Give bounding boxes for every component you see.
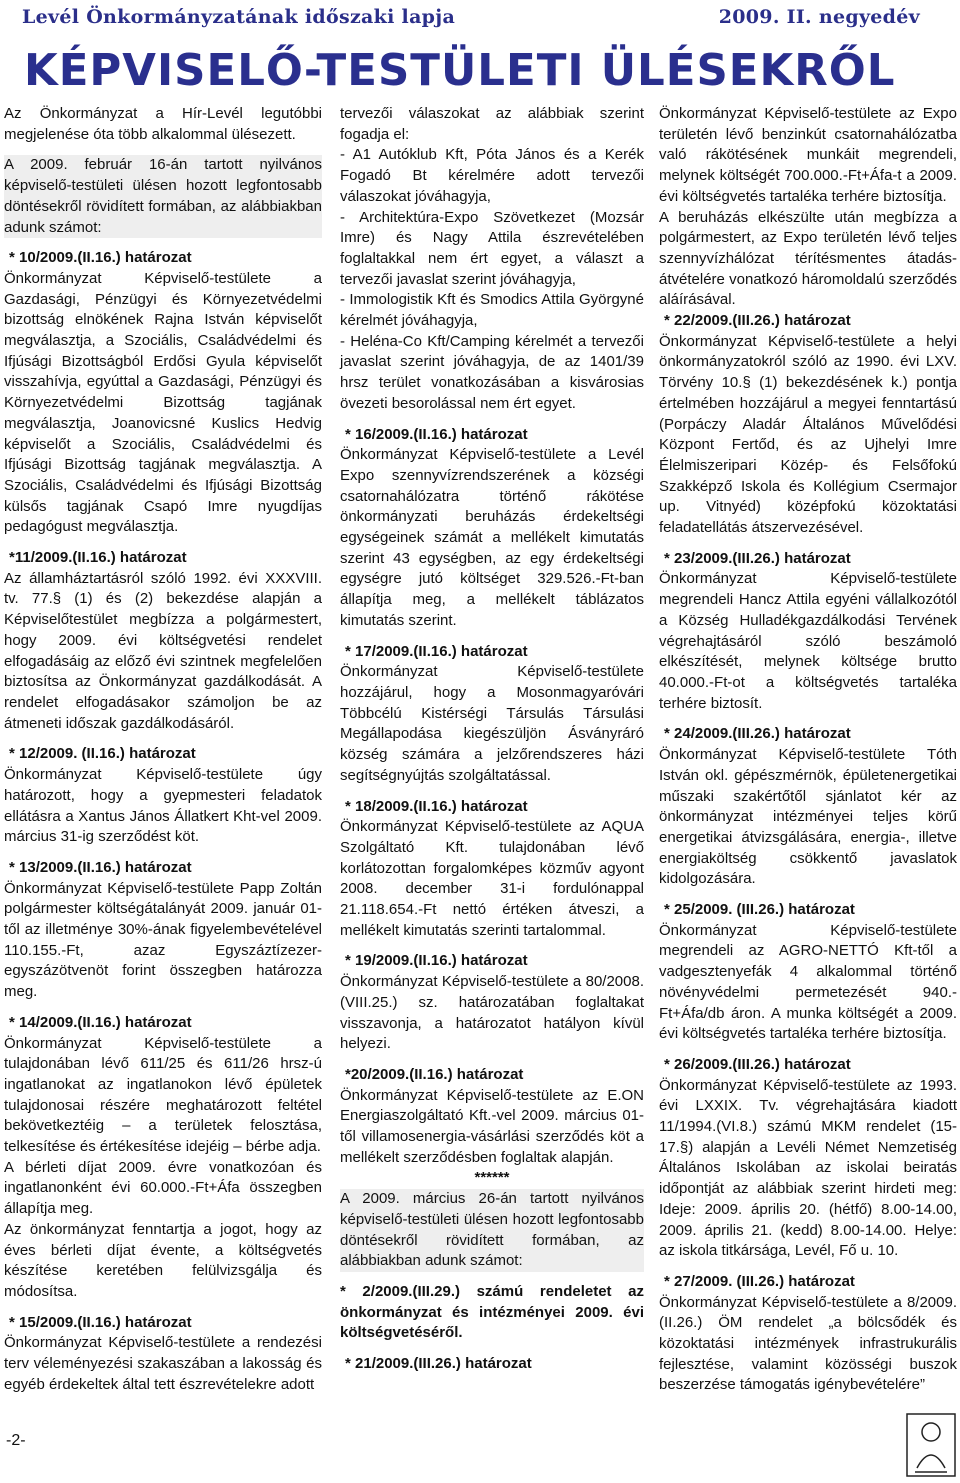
resolution-heading: * 15/2009.(II.16.) határozat [9,1313,192,1331]
resolution-heading: * 18/2009.(II.16.) határozat [345,797,528,815]
resolution-heading: * 12/2009. (II.16.) határozat [9,745,196,763]
resolution-text: Önkormányzat Képviselő-testülete a Levél Expo szennyvízrendszerének a községi csatornahálózatra történő rákötése önkormányzati beruházás érdekeltségi egységeinek számát a mellékelt kimutatás szerint 43 egységben, az egy érdekeltségi egységre jutó költséget 329.526.-Ft-ban állapítja meg, a mellékelt táblázatos kimutatás szerint. [340,446,644,629]
resolution-text: Önkormányzat Képviselő-testülete a 80/2008.(VIII.25.) sz. határozatában foglaltakat visszavonja, a határozatot hatályon kívül helyezi. [340,973,644,1053]
resolution-heading: * 16/2009.(II.16.) határozat [345,425,528,443]
list-item: - Immologistik Kft és Smodics Attila Györgyné kérelmét jóváhagyja, [340,291,644,330]
resolution-text: Önkormányzat Képviselő-testülete úgy határozott, hogy a gyepmesteri feladatok ellátásra a Xantus János Állatkert Kht-vel 2009. március 31-ig szerződést köt. [4,766,322,846]
resolution-text: Önkormányzat Képviselő-testülete megrendeli az AGRO-NETTÓ Kft-től a vadgesztenyefák 4 alkalommal történő növényvédelmi permetezését 940.-Ft+Áfa/db áron. A munka költségét a 2009. évi költségvetés tartaléka terhére biztosítja. [659,921,957,1043]
column-2 [340,104,644,1375]
resolution-text: Önkormányzat Képviselő-testülete a 8/2009.(II.26.) ÖM rendelet „a bölcsődék és közoktatási intézmények infrastrukurális fejlesztése, valamint közösségi buszok beszerzése támogatás igénybevételére” [659,1293,957,1394]
page-header [0,0,960,36]
column-3 [659,104,957,1396]
publication-name: Levél Önkormányzatának időszaki lapja [22,6,456,28]
resolution-heading: * 25/2009. (III.26.) határozat [664,901,855,919]
resolution-heading: * 23/2009.(III.26.) határozat [664,549,851,567]
resolution-heading: * 17/2009.(II.16.) határozat [345,642,528,660]
resolution-text: Önkormányzat Képviselő-testülete megrendeli Hancz Attila egyéni vállalkozótól a Község Hulladékgazdálkodási Tervének végrehajtásáról szóló beszámoló elkészítését, melynek költsége brutto 40.000.-Ft-ot a költségvetés tartaléka terhére biztosít. [659,570,957,712]
resolution-text: Önkormányzat Képviselő-testülete a rendezési terv véleményezési szakaszában a lakosság és egyéb érdekeltek által tett észrevételekre adott [4,1334,322,1393]
resolution-text: Az államháztartásról szóló 1992. évi XXXVIII. tv. 77.§ (1) és (2) bekezdése alapján a Képviselőtestület megbízza a polgármestert, hogy 2009. évi költségvetési rendelet elfogadásáig az előző évi szintnek megfelelően biztosítsa az Önkormányzat gazdálkodását. A rendelet elfogadásakor számoljon be az átmeneti időszak gazdálkodásáról. [4,569,322,732]
resolution-text: Önkormányzat Képviselő-testülete az Expo területén lévő benzinkút csatornahálózatba való rákötésének munkáit megrendeli, melynek költségét 700.000.-Ft+Áfa-t a 2009. évi költségvetés tartaléka terhére biztosítja. [659,105,957,205]
list-item: - Heléna-Co Kft/Camping kérelmét a tervezői javaslat szerint jóváhagyja, de az 1401/39 hrsz terület vonatkozásában a kisvárosias övezeti besorolással nem ért egyet. [340,332,644,412]
resolution-heading: *11/2009.(II.16.) határozat [9,549,187,567]
resolution-text: Önkormányzat Képviselő-testülete az AQUA Szolgáltató Kft. tulajdonában lévő korlátozottan forgalomképes közműv agyont 2008. december 31-i fordulónappal 21.118.654.-Ft nettó értéken átveszi, a mellékelt kimutatás szerinti tartalommal. [340,818,644,939]
resolution-text: Önkormányzat Képviselő-testülete Papp Zoltán polgármester költségátalányát 2009. január 01-től az illetménye 30%-ának figyelembevételével 110.155.-Ft, azaz Egyszáztízezer-egyszázötvenöt forint összegben határozza meg. [4,879,322,1001]
resolution-text: Önkormányzat Képviselő-testülete a Gazdasági, Pénzügyi és Környezetvédelmi bizottság elnökének Rajna István képviselőt megválasztja, a Szociális, Családvédelmi és Ifjúsági Bizottságból Erdősi Gyula képviselőt visszahívja, egyúttal a Gazdasági, Pénzügyi és Környezetvédelmi Bizottság tagjának megválasztja, Joanovicsné Kuslics Hedvig képviselőt a Szociális, Családvédelmi és Ifjúsági Bizottság tagjának megválasztja. A Szociális, Családvédelmi és Ifjúsági Bizottság külsős tagjának Csapó Imre nyugdíjas pedagógust megválasztja. [4,269,322,536]
list-item: - Architektúra-Expo Szövetkezet (Mozsár Imre) és Nagy Attila észrevételében foglaltakkal nem ért egyet, a választ a tervezői javaslat szerint jóváhagyja, [340,208,644,288]
decree-text: * 2/2009.(III.29.) számú rendeletet az önkormányzat és intézményei 2009. évi költségvetéséről. [340,1282,644,1342]
resolution-text: Önkormányzat Képviselő-testülete hozzájárul, hogy a Mosonmagyaróvári Többcélú Kistérségi Társulás Társulási Megállapodása kiegészüljön Ásványráró község számára a jelzőrendszeres házi segítségnyújtás szolgáltatással. [340,663,644,784]
resolution-heading: * 27/2009. (III.26.) határozat [664,1272,855,1290]
resolution-heading: * 21/2009.(III.26.) határozat [345,1355,532,1373]
page-number: -2- [6,1432,26,1449]
intro-paragraph: Az Önkormányzat a Hír-Levél legutóbbi megjelenése óta több alkalommal ülésezett. [4,105,322,143]
resolution-heading: * 24/2009.(III.26.) határozat [664,725,851,743]
resolution-text: Az önkormányzat fenntartja a jogot, hogy az éves bérleti díjat évente, a költségvetés készítése keretében felülvizsgálja és módosítsa. [4,1220,322,1300]
resolution-text: A bérleti díjat 2009. évre vonatkozóan és ingatlanonként évi 60.000.-Ft+Áfa összegben állapítja meg. [4,1158,322,1218]
column-1 [4,104,322,1395]
decorative-clipart-icon [905,1412,957,1478]
resolution-heading: * 13/2009.(II.16.) határozat [9,858,192,876]
resolution-text: Önkormányzat Képviselő-testülete Tóth István okl. gépészmérnök, épületenergetikai műszaki szakértőtől sjánlatot kér az önkormányzat intézményei teljes körű energetikai átvizsgálására, energia-, illetve energiaköltség csökkentő javaslatok kidolgozására. [659,746,957,888]
resolution-heading: * 26/2009.(III.26.) határozat [664,1055,851,1073]
section-divider: ****** [474,1169,510,1187]
resolution-heading: * 22/2009.(III.26.) határozat [664,312,851,330]
session-intro: A 2009. február 16-án tartott nyilvános képviselő-testületi ülésen hozott legfontosabb döntésekről rövidített formában, az alábbiakban adunk számot: [4,155,322,238]
page-title: KÉPVISELŐ-TESTÜLETI ÜLÉSEKRŐL [24,46,896,96]
list-item: - A1 Autóklub Kft, Póta János és a Kerék Fogadó Bt kérelmére adott tervezői válaszokat jóváhagyja, [340,146,644,205]
issue-date: 2009. II. negyedév [718,6,920,28]
resolution-text: Önkormányzat Képviselő-testülete a helyi önkormányzatokról szóló az 1990. évi LXV. Törvény 10.§ (1) bekezdésének k.) pontja értelmében hozzájárul a megyei fenntartású (Porpáczy Aladár Általános Művelődési Központ Fertőd, és az Ujhelyi Imre Élelmiszeripari Közép- és Felsőfokú Szakképző Iskola és Kollégium Csermajor up. Vitnyéd) középfokú közoktatási feladatellátás átszervezésével. [659,332,957,537]
resolution-text: A beruházás elkészülte után megbízza a polgármestert, az Expo területén lévő teljes szennyvízhálózat térítésmentes átadás-átvételére vonatkozó háromoldalú szerződés aláírásával. [659,208,957,309]
resolution-text: tervezői válaszokat az alábbiak szerint fogadja el: [340,105,644,143]
resolution-heading: *20/2009.(II.16.) határozat [345,1065,524,1083]
session-intro: A 2009. március 26-án tartott nyilvános képviselő-testületi ülésen hozott legfontosabb döntésekről rövidített formában, az alábbiakban adunk számot: [340,1189,644,1272]
resolution-text: Önkormányzat Képviselő-testülete a tulajdonában lévő 611/25 és 611/26 hrsz-ú ingatlanokat az ingatlanokon lévő épületek tulajdonosai részére meghatározott feltétel bekövetkeztéig – a területek felosztása, telkesítése és értékesítése idejéig – bérbe adja. [4,1034,322,1156]
resolution-heading: * 19/2009.(II.16.) határozat [345,952,528,970]
resolution-text: Önkormányzat Képviselő-testülete az E.ON Energiaszolgáltató Kft.-vel 2009. március 01-től villamosenergia-vásárlási szerződés köt a mellékelt szerződésben foglaltak alapján. [340,1086,644,1166]
resolution-heading: * 14/2009.(II.16.) határozat [9,1013,192,1031]
resolution-text: Önkormányzat Képviselő-testülete az 1993. évi LXXIX. Tv. végrehajtására kiadott 11/1994.(VI.8.) számú MKM rendelet (15-17.§) alapján a Levéli Német Nemzetiség Általános Iskolában az iskolai beiratás időpontját az alábbiak szerint hirdeti meg: Ideje: 2009. április 20. (hétfő) 8.00-14.00, 2009. április 21. (kedd) 8.00-14.00. Helye: az iskola titkársága, Levél, Fő u. 10. [659,1076,957,1260]
resolution-heading: * 10/2009.(II.16.) határozat [9,249,192,267]
